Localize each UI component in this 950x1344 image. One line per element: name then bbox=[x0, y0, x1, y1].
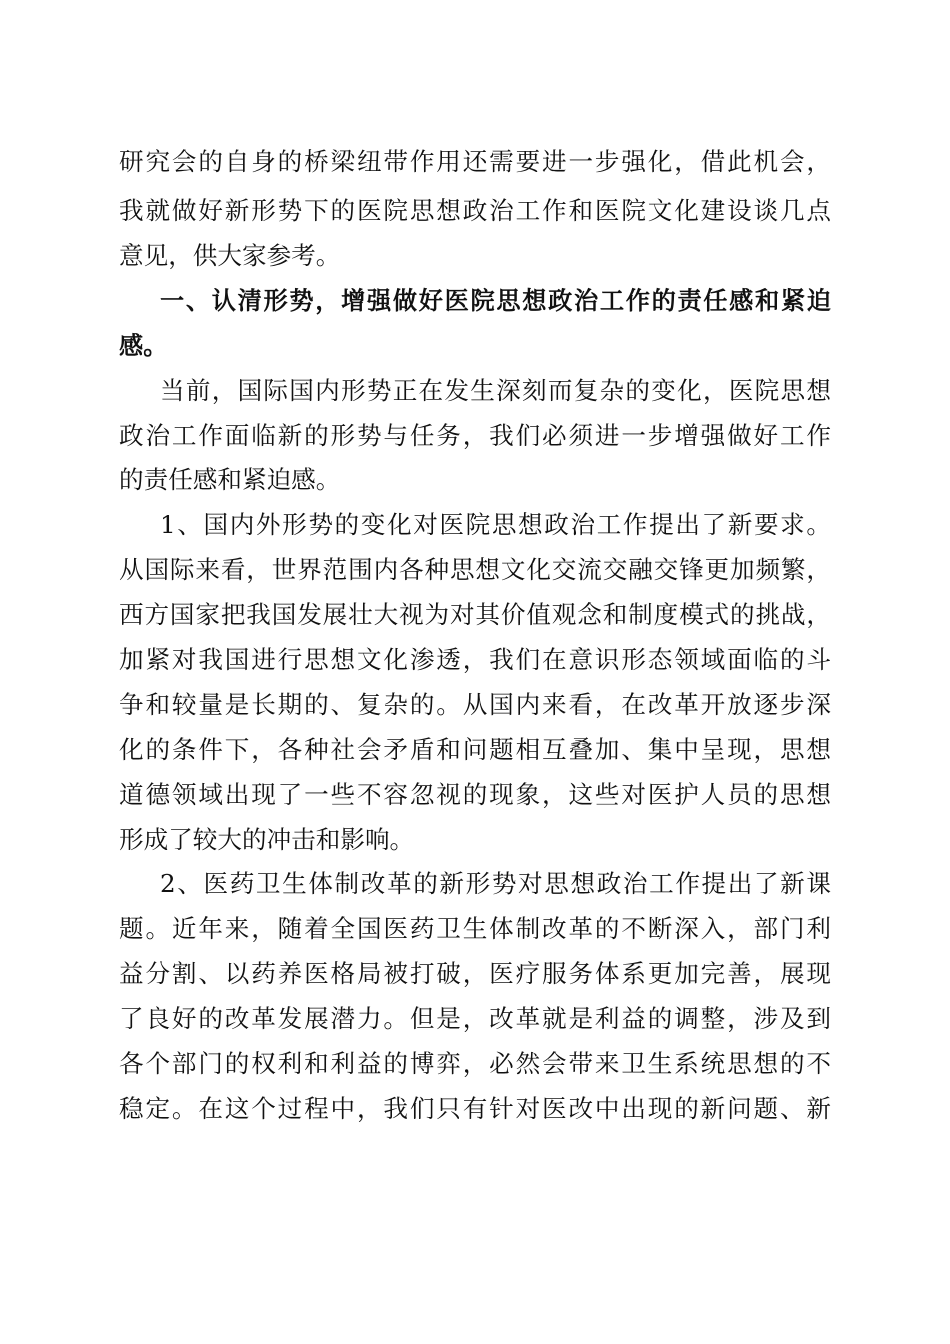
section-heading: 感。 bbox=[119, 332, 168, 360]
paragraph-line: 形成了较大的冲击和影响。 bbox=[119, 825, 415, 854]
section-heading: 一、认清形势，增强做好医院思想政治工作的责任感和紧迫 bbox=[160, 287, 831, 315]
paragraph-line: 道德领域出现了一些不容忽视的现象，这些对医护人员的思想 bbox=[119, 780, 831, 809]
paragraph-line: 题。近年来，随着全国医药卫生体制改革的不断深入，部门利 bbox=[119, 914, 831, 943]
paragraph-line: 益分割、以药养医格局被打破，医疗服务体系更加完善，展现 bbox=[119, 959, 831, 988]
paragraph-line: 稳定。在这个过程中，我们只有针对医改中出现的新问题、新 bbox=[119, 1094, 831, 1123]
paragraph-line: 各个部门的权利和利益的博弈，必然会带来卫生系统思想的不 bbox=[119, 1049, 831, 1078]
paragraph-line: 的责任感和紧迫感。 bbox=[119, 465, 341, 494]
paragraph-line: 西方国家把我国发展壮大视为对其价值观念和制度模式的挑战， bbox=[119, 600, 831, 629]
paragraph-line: 争和较量是长期的、复杂的。从国内来看，在改革开放逐步深 bbox=[119, 690, 831, 719]
paragraph-line: 化的条件下，各种社会矛盾和问题相互叠加、集中呈现，思想 bbox=[119, 735, 831, 764]
paragraph-line: 政治工作面临新的形势与任务，我们必须进一步增强做好工作 bbox=[119, 421, 831, 450]
paragraph-line: 加紧对我国进行思想文化渗透，我们在意识形态领域面临的斗 bbox=[119, 645, 831, 674]
paragraph-line: 我就做好新形势下的医院思想政治工作和医院文化建设谈几点 bbox=[119, 196, 831, 225]
paragraph-line: 1、国内外形势的变化对医院思想政治工作提出了新要求。 bbox=[160, 510, 831, 539]
paragraph-line: 当前，国际国内形势正在发生深刻而复杂的变化，医院思想 bbox=[160, 376, 831, 405]
paragraph-line: 了良好的改革发展潜力。但是，改革就是利益的调整，涉及到 bbox=[119, 1004, 831, 1033]
paragraph-line: 研究会的自身的桥梁纽带作用还需要进一步强化，借此机会， bbox=[119, 147, 831, 176]
paragraph-line: 从国际来看，世界范围内各种思想文化交流交融交锋更加频繁， bbox=[119, 555, 831, 584]
paragraph-line: 意见，供大家参考。 bbox=[119, 241, 341, 270]
paragraph-line: 2、医药卫生体制改革的新形势对思想政治工作提出了新课 bbox=[160, 869, 831, 898]
